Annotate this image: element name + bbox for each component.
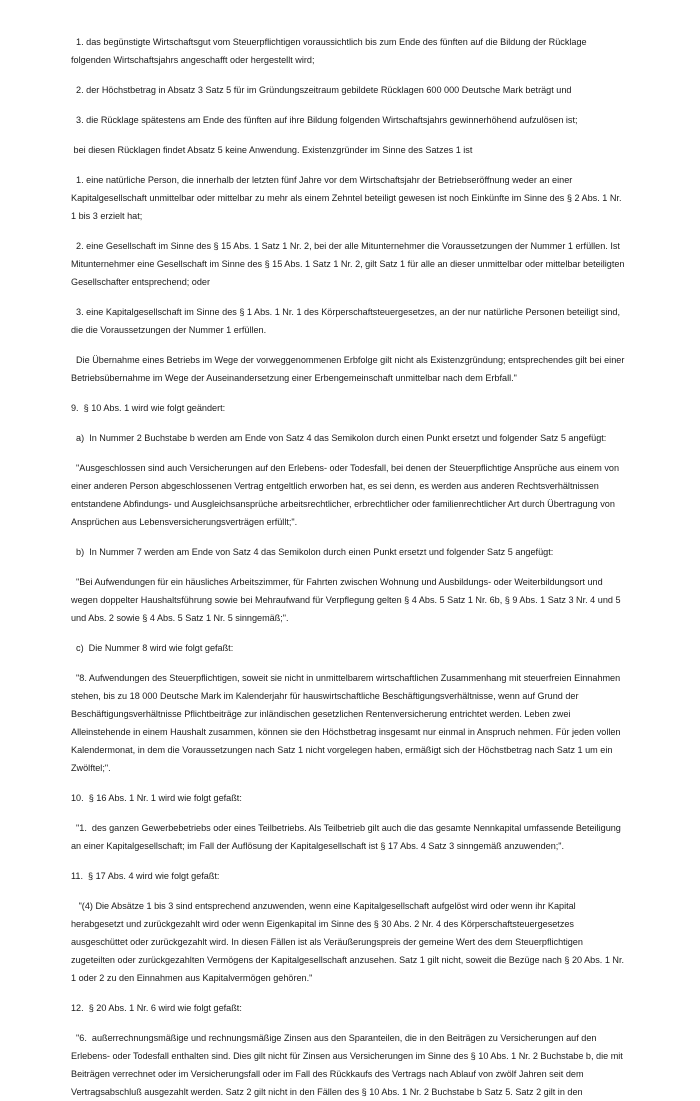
list-item-2: 2. der Höchstbetrag in Absatz 3 Satz 5 für im Gründungszeitraum gebildete Rücklagen 600 000 Deutsche Mark beträgt und <box>71 85 572 95</box>
list-item-1b: 1. eine natürliche Person, die innerhalb der letzten fünf Jahre vor dem Wirtschaftsjahr der Betriebseröffnung weder an einer Kapitalgesellschaft unmittelbar oder mittelbar zu mehr als einem Zehntel beteiligt gewesen ist noch Einkünfte im Sinne des § 2 Abs. 1 Nr. 1 bis 3 erzielt hat; <box>71 175 622 221</box>
paragraph-intro: bei diesen Rücklagen findet Absatz 5 keine Anwendung. Existenzgründer im Sinne des Satzes 1 ist <box>71 145 473 155</box>
quote-c: "8. Aufwendungen des Steuerpflichtigen, soweit sie nicht in unmittelbarem wirtschaftlichen Zusammenhang mit steuerfreien Einnahmen stehen, bis zu 18 000 Deutsche Mark im Kalenderjahr für hauswirtschaftliche Beschäftigungsverhältnisse, wenn auf Grund der Beschäftigungsverhältnisse Pflichtbeiträge zur inländischen gesetzlichen Rentenversicherung entrichtet werden. Leben zwei Alleinstehende in einem Haushalt zusammen, können sie den Höchstbetrag insgesamt nur einmal in Anspruch nehmen. Für jeden vollen Kalendermonat, in dem die Voraussetzungen nach Satz 1 nicht vorgelegen haben, ermäßigt sich der Höchstbetrag nach Satz 1 um ein Zwölftel;". <box>71 673 621 773</box>
list-item-1: 1. das begünstigte Wirtschaftsgut vom Steuerpflichtigen voraussichtlich bis zum Ende des fünften auf die Bildung der Rücklage folgenden Wirtschaftsjahrs angeschafft oder hergestellt wird; <box>71 37 587 65</box>
section-heading-9: 9. § 10 Abs. 1 wird wie folgt geändert: <box>71 403 226 413</box>
list-item-3b: 3. eine Kapitalgesellschaft im Sinne des § 1 Abs. 1 Nr. 1 des Körperschaftsteuergesetzes, an der nur natürliche Personen beteiligt sind, die die Voraussetzungen der Nummer 1 erfüllen. <box>71 307 620 335</box>
list-item-2b: 2. eine Gesellschaft im Sinne des § 15 Abs. 1 Satz 1 Nr. 2, bei der alle Mitunternehmer die Voraussetzungen der Nummer 1 erfüllen. Ist Mitunternehmer eine Gesellschaft im Sinne des § 15 Abs. 1 Satz 1 Nr. 2, gilt Satz 1 für alle an dieser unmittelbar oder mittelbar beteiligten Gesellschafter entsprechend; oder <box>71 241 625 287</box>
subsection-c: c) Die Nummer 8 wird wie folgt gefaßt: <box>71 643 234 653</box>
quote-a: "Ausgeschlossen sind auch Versicherungen auf den Erlebens- oder Todesfall, bei denen der Steuerpflichtige Ansprüche aus einem von einer anderen Person abgeschlossenen Vertrag entgeltlich erworben hat, es sei denn, es werden aus anderen Rechtsverhältnissen entstandene Abfindungs- und Ausgleichsansprüche arbeitsrechtlicher, erbrechtlicher oder familienrechtlicher Art durch Übertragung von Ansprüchen aus Lebensversicherungsverträgen erfüllt;". <box>71 463 620 527</box>
section-heading-12: 12. § 20 Abs. 1 Nr. 6 wird wie folgt gefaßt: <box>71 1003 242 1013</box>
subsection-a: a) In Nummer 2 Buchstabe b werden am Ende von Satz 4 das Semikolon durch einen Punkt ersetzt und folgender Satz 5 angefügt: <box>71 433 607 443</box>
quote-10: "1. des ganzen Gewerbebetriebs oder eines Teilbetriebs. Als Teilbetrieb gilt auch die das gesamte Nennkapital umfassende Beteiligung an einer Kapitalgesellschaft; im Fall der Auflösung der Kapitalgesellschaft ist § 17 Abs. 4 Satz 3 sinngemäß anzuwenden;". <box>71 823 621 851</box>
quote-12: "6. außerrechnungsmäßige und rechnungsmäßige Zinsen aus den Sparanteilen, die in den Beiträgen zu Versicherungen auf den Erlebens- oder Todesfall enthalten sind. Dies gilt nicht für Zinsen aus Versicherungen im Sinne des § 10 Abs. 1 Nr. 2 Buchstabe b, die mit Beiträgen verrechnet oder im Versicherungsfall oder im Fall des Rückkaufs des Vertrags nach Ablauf von zwölf Jahren seit dem Vertragsabschluß ausgezahlt werden. Satz 2 gilt nicht in den Fällen des § 10 Abs. 1 Nr. 2 Buchstabe b Satz 5. Satz 2 gilt in den <box>71 1033 623 1097</box>
subsection-b: b) In Nummer 7 werden am Ende von Satz 4 das Semikolon durch einen Punkt ersetzt und folgender Satz 5 angefügt: <box>71 547 554 557</box>
quote-11: "(4) Die Absätze 1 bis 3 sind entsprechend anzuwenden, wenn eine Kapitalgesellschaft aufgelöst wird oder wenn ihr Kapital herabgesetzt und zurückgezahlt wird oder wenn Eigenkapital im Sinne des § 30 Abs. 2 Nr. 4 des Körperschaftsteuergesetzes ausgeschüttet oder zurückgezahlt wird. In diesen Fällen ist als Veräußerungspreis der gemeine Wert des dem Steuerpflichtigen zugeteilten oder zurückgezahlten Vermögens der Kapitalgesellschaft anzusehen. Satz 1 gilt nicht, soweit die Bezüge nach § 20 Abs. 1 Nr. 1 oder 2 zu den Einnahmen aus Kapitalvermögen gehören." <box>71 901 625 983</box>
paragraph-succession: Die Übernahme eines Betriebs im Wege der vorweggenommenen Erbfolge gilt nicht als Existenzgründung; entsprechendes gilt bei einer Betriebsübernahme im Wege der Auseinandersetzung einer Erbengemeinschaft unmittelbar nach dem Erbfall." <box>71 355 625 383</box>
list-item-3: 3. die Rücklage spätestens am Ende des fünften auf ihre Bildung folgenden Wirtschaftsjahrs gewinnerhöhend aufzulösen ist; <box>71 115 578 125</box>
section-heading-11: 11. § 17 Abs. 4 wird wie folgt gefaßt: <box>71 871 220 881</box>
section-heading-10: 10. § 16 Abs. 1 Nr. 1 wird wie folgt gefaßt: <box>71 793 242 803</box>
quote-b: "Bei Aufwendungen für ein häusliches Arbeitszimmer, für Fahrten zwischen Wohnung und Ausbildungs- oder Weiterbildungsort und wegen doppelter Haushaltsführung sowie bei Mehraufwand für Verpflegung gelten § 4 Abs. 5 Satz 1 Nr. 6b, § 9 Abs. 1 Satz 3 Nr. 4 und 5 und Abs. 2 sowie § 4 Abs. 5 Satz 1 Nr. 5 sinngemäß;". <box>71 577 621 623</box>
